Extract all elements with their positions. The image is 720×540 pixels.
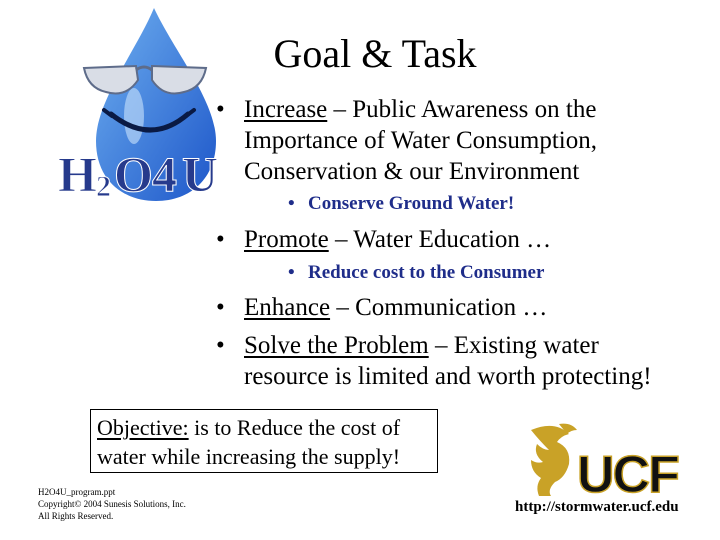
bullet-promote: • Promote – Water Education … [216, 226, 552, 253]
bullet-head: Increase [244, 96, 328, 123]
objective-box [90, 409, 438, 473]
bullet-text: – Communication … [330, 294, 548, 321]
bullet-text: Conservation & our Environment [244, 158, 580, 185]
bullet-head: Solve the Problem [244, 332, 429, 359]
sub-bullet-text: Reduce cost to the Consumer [308, 262, 545, 283]
ucf-wordmark: UCF [577, 446, 678, 500]
bullet-increase: • Increase – Public Awareness on the Importance of Water Consumption, Conservation & our Environment [216, 96, 598, 185]
objective-text: is to Reduce the cost of [188, 415, 401, 440]
svg-text:H: H [58, 146, 96, 202]
bullet-head: Enhance [244, 294, 331, 321]
bullet-solve-problem: • Solve the Problem – Existing water resource is limited and worth protecting! [216, 332, 652, 390]
ucf-logo [525, 420, 705, 500]
bullet-enhance: • Enhance – Communication … [216, 294, 548, 321]
bullet-text: – Public Awareness on the [327, 96, 597, 123]
slide-title: Goal & Task [273, 31, 477, 76]
svg-text:O: O [114, 146, 153, 202]
bullet-head: Promote [244, 226, 329, 253]
rights-line: All Rights Reserved. [38, 511, 114, 521]
bullet-text: Importance of Water Consumption, [244, 127, 598, 154]
sub-bullet-conserve: • Conserve Ground Water! [288, 193, 515, 214]
pegasus-icon [531, 424, 577, 496]
objective-text-line2: water while increasing the supply! [97, 444, 401, 469]
h2o4u-wordmark [58, 146, 218, 203]
objective-label: Objective: [97, 415, 189, 440]
sub-bullet-text: Conserve Ground Water! [308, 193, 515, 214]
bullet-text: resource is limited and worth protecting! [244, 363, 652, 390]
copyright-line: Copyright© 2004 Sunesis Solutions, Inc. [38, 499, 186, 509]
file-name: H2O4U_program.ppt [38, 487, 116, 497]
copyright-notice [38, 486, 186, 522]
svg-text:2: 2 [96, 170, 111, 203]
website-link[interactable]: http://stormwater.ucf.edu [515, 499, 679, 515]
h2o4u-logo [56, 6, 234, 206]
svg-text:U: U [182, 146, 219, 202]
bullet-text: – Existing water [428, 332, 599, 359]
svg-text:4: 4 [152, 146, 177, 202]
bullet-text: – Water Education … [328, 226, 552, 253]
sub-bullet-reduce-cost: • Reduce cost to the Consumer [288, 262, 545, 283]
